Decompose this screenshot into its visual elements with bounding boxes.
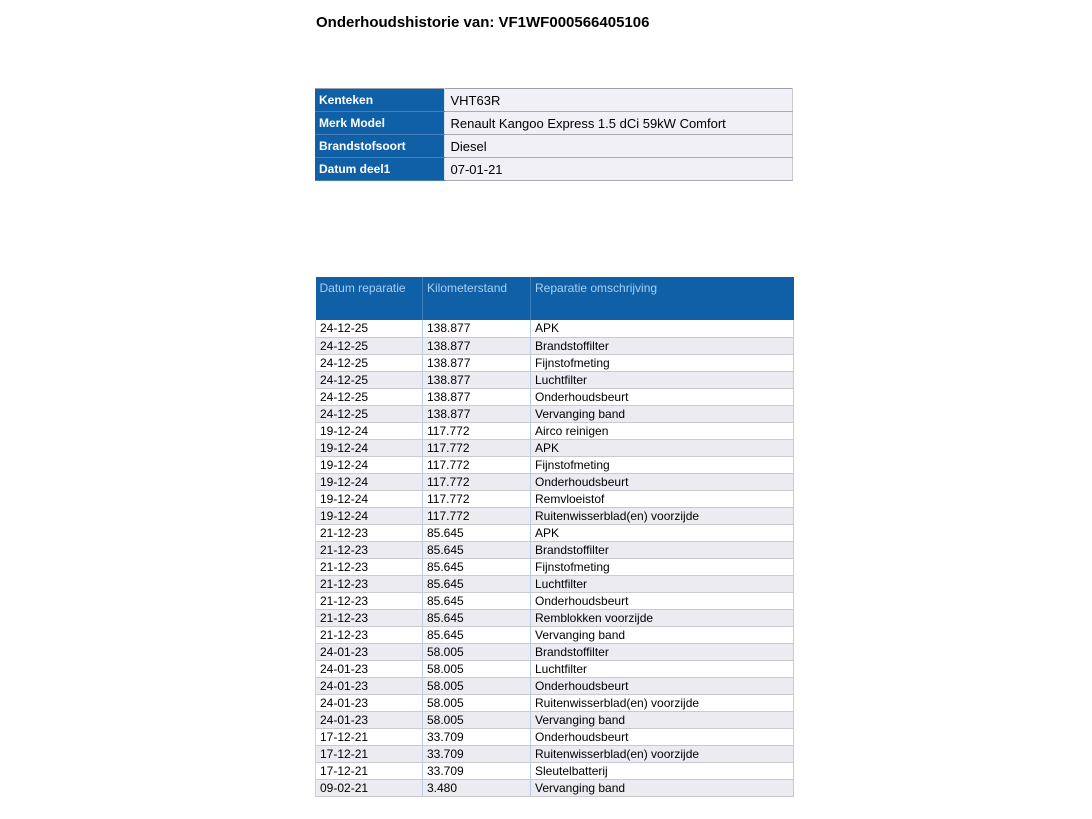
table-row — [316, 422, 794, 439]
table-row — [316, 745, 794, 762]
cell-datum-reparatie: 19-12-24 — [316, 439, 423, 456]
table-row — [316, 337, 794, 354]
cell-reparatie-omschrijving: APK — [531, 439, 794, 456]
table-row — [316, 592, 794, 609]
vehicle-info-body — [315, 89, 793, 181]
cell-kilometerstand: 138.877 — [423, 354, 531, 371]
cell-kilometerstand: 138.877 — [423, 371, 531, 388]
cell-kilometerstand: 58.005 — [423, 643, 531, 660]
cell-datum-reparatie: 19-12-24 — [316, 422, 423, 439]
cell-reparatie-omschrijving: Luchtfilter — [531, 371, 794, 388]
cell-reparatie-omschrijving: Airco reinigen — [531, 422, 794, 439]
cell-reparatie-omschrijving: Vervanging band — [531, 711, 794, 728]
table-row — [316, 762, 794, 779]
table-row — [316, 728, 794, 745]
cell-reparatie-omschrijving: Onderhoudsbeurt — [531, 388, 794, 405]
cell-kilometerstand: 58.005 — [423, 711, 531, 728]
cell-kilometerstand: 117.772 — [423, 473, 531, 490]
cell-reparatie-omschrijving: Brandstoffilter — [531, 643, 794, 660]
cell-reparatie-omschrijving: APK — [531, 524, 794, 541]
cell-datum-reparatie: 24-12-25 — [316, 320, 423, 337]
cell-datum-reparatie: 19-12-24 — [316, 507, 423, 524]
column-header-datum-reparatie: Datum reparatie — [316, 277, 423, 320]
header-row — [316, 277, 794, 320]
cell-kilometerstand: 33.709 — [423, 745, 531, 762]
table-row — [316, 456, 794, 473]
table-row — [316, 711, 794, 728]
cell-kilometerstand: 85.645 — [423, 626, 531, 643]
table-row — [316, 490, 794, 507]
table-row — [316, 507, 794, 524]
cell-kilometerstand: 85.645 — [423, 541, 531, 558]
column-header-reparatie-omschrijving: Reparatie omschrijving — [531, 277, 794, 320]
column-header-kilometerstand: Kilometerstand — [423, 277, 531, 320]
table-row — [316, 558, 794, 575]
cell-datum-reparatie: 24-01-23 — [316, 660, 423, 677]
cell-datum-reparatie: 21-12-23 — [316, 524, 423, 541]
cell-reparatie-omschrijving: Remblokken voorzijde — [531, 609, 794, 626]
table-row — [316, 643, 794, 660]
cell-reparatie-omschrijving: Onderhoudsbeurt — [531, 677, 794, 694]
table-row — [316, 405, 794, 422]
cell-datum-reparatie: 24-01-23 — [316, 643, 423, 660]
cell-kilometerstand: 85.645 — [423, 575, 531, 592]
vehicle-info-label: Datum deel1 — [315, 158, 444, 181]
vehicle-info-label: Merk Model — [315, 112, 444, 135]
cell-kilometerstand: 85.645 — [423, 524, 531, 541]
cell-reparatie-omschrijving: Brandstoffilter — [531, 337, 794, 354]
table-row — [316, 779, 794, 796]
table-row — [316, 541, 794, 558]
cell-datum-reparatie: 24-01-23 — [316, 677, 423, 694]
cell-reparatie-omschrijving: Luchtfilter — [531, 575, 794, 592]
vehicle-info-label: Kenteken — [315, 89, 444, 112]
cell-datum-reparatie: 19-12-24 — [316, 473, 423, 490]
cell-kilometerstand: 85.645 — [423, 609, 531, 626]
cell-kilometerstand: 117.772 — [423, 507, 531, 524]
cell-reparatie-omschrijving: APK — [531, 320, 794, 337]
page-title: Onderhoudshistorie van: VF1WF000566405106 — [316, 14, 650, 31]
cell-kilometerstand: 138.877 — [423, 405, 531, 422]
vehicle-info-value: Diesel — [444, 135, 793, 158]
cell-kilometerstand: 138.877 — [423, 320, 531, 337]
table-row — [316, 575, 794, 592]
table-row — [316, 694, 794, 711]
cell-kilometerstand: 117.772 — [423, 422, 531, 439]
cell-kilometerstand: 85.645 — [423, 558, 531, 575]
cell-reparatie-omschrijving: Remvloeistof — [531, 490, 794, 507]
cell-reparatie-omschrijving: Onderhoudsbeurt — [531, 728, 794, 745]
cell-datum-reparatie: 21-12-23 — [316, 609, 423, 626]
vehicle-info-table — [315, 88, 793, 181]
cell-datum-reparatie: 17-12-21 — [316, 762, 423, 779]
vehicle-info-row — [315, 135, 793, 158]
cell-kilometerstand: 117.772 — [423, 439, 531, 456]
table-row — [316, 439, 794, 456]
cell-datum-reparatie: 24-12-25 — [316, 405, 423, 422]
table-row — [316, 609, 794, 626]
cell-datum-reparatie: 24-12-25 — [316, 371, 423, 388]
cell-datum-reparatie: 24-01-23 — [316, 711, 423, 728]
maintenance-table-body — [316, 320, 794, 796]
cell-reparatie-omschrijving: Onderhoudsbeurt — [531, 473, 794, 490]
table-row — [316, 677, 794, 694]
cell-datum-reparatie: 21-12-23 — [316, 541, 423, 558]
table-row — [316, 388, 794, 405]
cell-reparatie-omschrijving: Vervanging band — [531, 779, 794, 796]
cell-kilometerstand: 3.480 — [423, 779, 531, 796]
cell-datum-reparatie: 19-12-24 — [316, 490, 423, 507]
maintenance-history-table — [315, 277, 794, 797]
cell-kilometerstand: 58.005 — [423, 677, 531, 694]
cell-datum-reparatie: 19-12-24 — [316, 456, 423, 473]
vehicle-info-row — [315, 112, 793, 135]
cell-kilometerstand: 138.877 — [423, 337, 531, 354]
cell-reparatie-omschrijving: Vervanging band — [531, 405, 794, 422]
cell-reparatie-omschrijving: Luchtfilter — [531, 660, 794, 677]
cell-kilometerstand: 33.709 — [423, 762, 531, 779]
cell-datum-reparatie: 09-02-21 — [316, 779, 423, 796]
cell-datum-reparatie: 17-12-21 — [316, 728, 423, 745]
cell-datum-reparatie: 21-12-23 — [316, 575, 423, 592]
cell-kilometerstand: 117.772 — [423, 490, 531, 507]
table-row — [316, 371, 794, 388]
cell-datum-reparatie: 24-12-25 — [316, 388, 423, 405]
vehicle-info-value: VHT63R — [444, 89, 793, 112]
cell-kilometerstand: 85.645 — [423, 592, 531, 609]
cell-datum-reparatie: 21-12-23 — [316, 626, 423, 643]
table-row — [316, 354, 794, 371]
cell-datum-reparatie: 24-12-25 — [316, 337, 423, 354]
cell-datum-reparatie: 21-12-23 — [316, 592, 423, 609]
cell-kilometerstand: 58.005 — [423, 694, 531, 711]
maintenance-table-header — [316, 277, 794, 320]
cell-reparatie-omschrijving: Ruitenwisserblad(en) voorzijde — [531, 694, 794, 711]
cell-datum-reparatie: 17-12-21 — [316, 745, 423, 762]
cell-kilometerstand: 33.709 — [423, 728, 531, 745]
cell-reparatie-omschrijving: Brandstoffilter — [531, 541, 794, 558]
vehicle-info-row — [315, 158, 793, 181]
cell-datum-reparatie: 24-01-23 — [316, 694, 423, 711]
vehicle-info-value: 07-01-21 — [444, 158, 793, 181]
cell-reparatie-omschrijving: Ruitenwisserblad(en) voorzijde — [531, 745, 794, 762]
table-row — [316, 473, 794, 490]
cell-kilometerstand: 58.005 — [423, 660, 531, 677]
cell-reparatie-omschrijving: Onderhoudsbeurt — [531, 592, 794, 609]
cell-datum-reparatie: 21-12-23 — [316, 558, 423, 575]
vehicle-info-row — [315, 89, 793, 112]
table-row — [316, 660, 794, 677]
cell-kilometerstand: 117.772 — [423, 456, 531, 473]
cell-kilometerstand: 138.877 — [423, 388, 531, 405]
cell-reparatie-omschrijving: Sleutelbatterij — [531, 762, 794, 779]
cell-reparatie-omschrijving: Fijnstofmeting — [531, 558, 794, 575]
cell-datum-reparatie: 24-12-25 — [316, 354, 423, 371]
table-row — [316, 524, 794, 541]
table-row — [316, 626, 794, 643]
cell-reparatie-omschrijving: Vervanging band — [531, 626, 794, 643]
cell-reparatie-omschrijving: Fijnstofmeting — [531, 456, 794, 473]
cell-reparatie-omschrijving: Ruitenwisserblad(en) voorzijde — [531, 507, 794, 524]
vehicle-info-value: Renault Kangoo Express 1.5 dCi 59kW Comfort — [444, 112, 793, 135]
cell-reparatie-omschrijving: Fijnstofmeting — [531, 354, 794, 371]
table-row — [316, 320, 794, 337]
vehicle-info-label: Brandstofsoort — [315, 135, 444, 158]
